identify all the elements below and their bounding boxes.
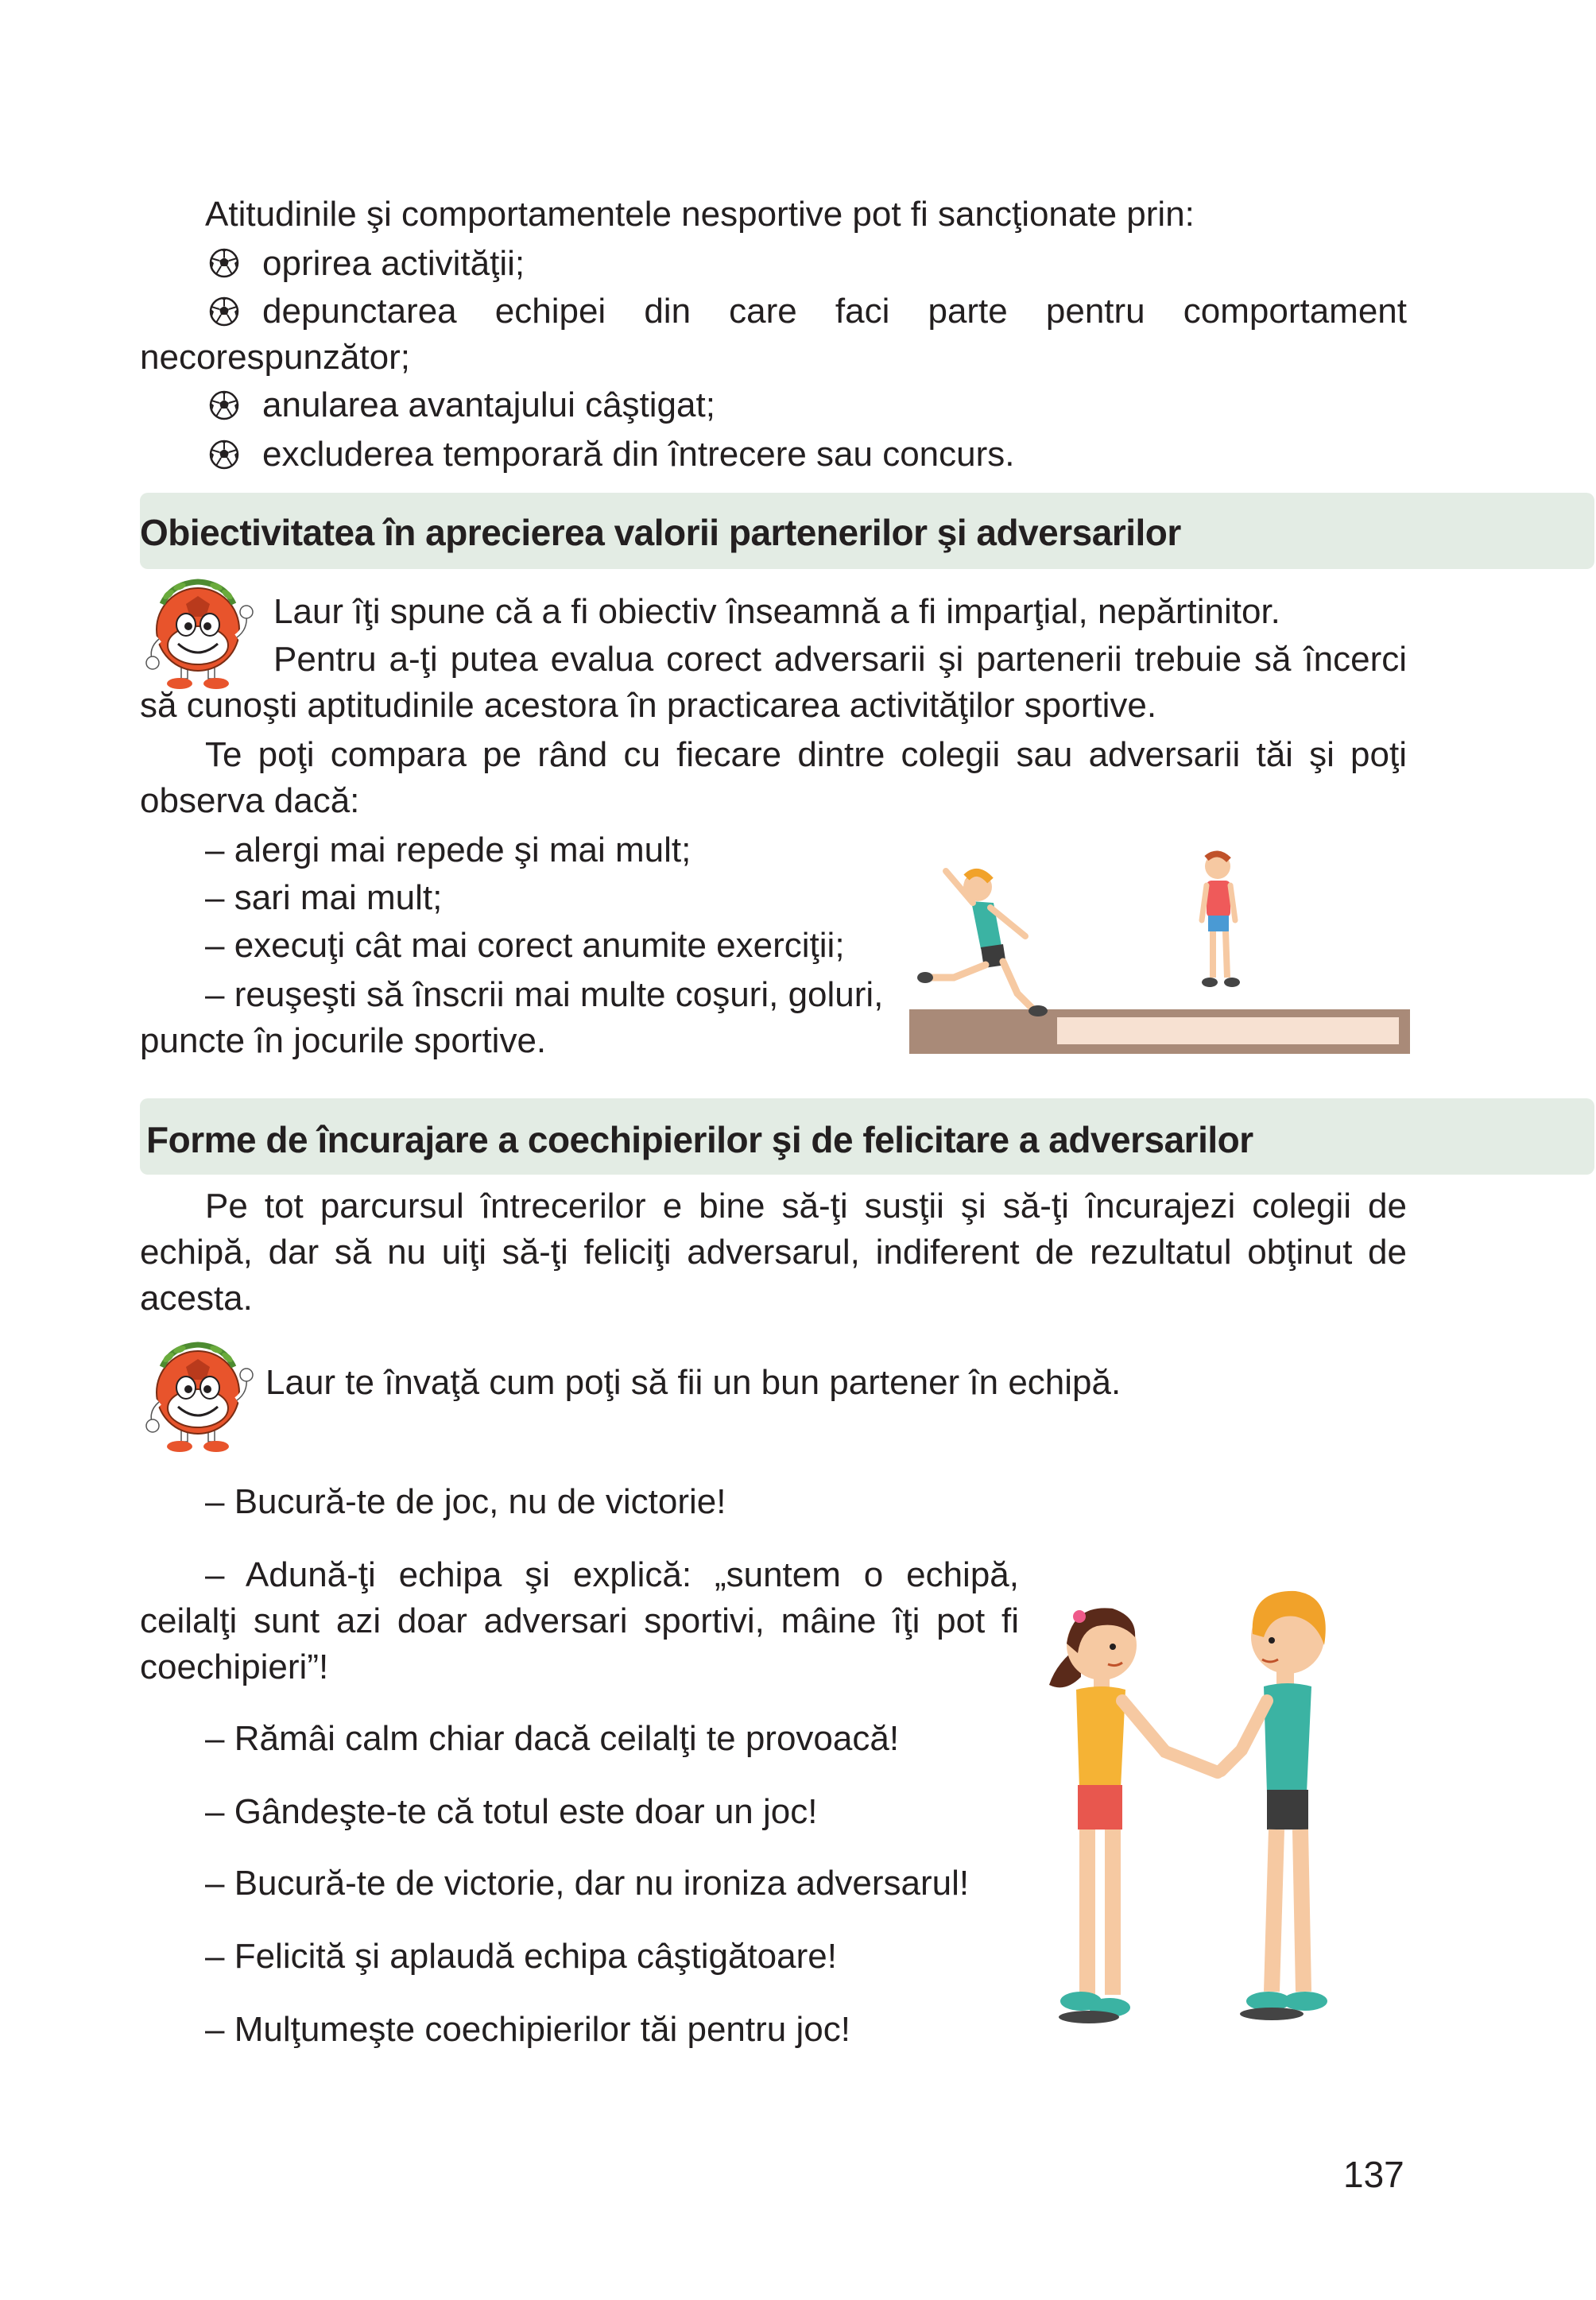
tip-item: – Gândeşte-te că totul este doar un joc! <box>205 1792 818 1831</box>
sanction-item-cont: necorespunzător; <box>140 338 410 377</box>
mascot-line: Laur te învaţă cum poţi să fii un bun partener în echipă. <box>265 1363 1121 1402</box>
page-number: 137 <box>1343 2154 1404 2195</box>
section-title-encouragement: Forme de încurajare a coechipierilor şi de felicitare a adversarilor <box>146 1119 1253 1160</box>
sanction-item: anularea avantajului câştigat; <box>262 385 715 424</box>
sanctions-intro: Atitudinile şi comportamentele nesportive pot fi sancţionate prin: <box>205 195 1195 234</box>
soccer-ball-icon <box>208 296 240 327</box>
list-item: – reuşeşti să înscrii mai multe coşuri, goluri, <box>205 975 884 1014</box>
handshake-illustration <box>1033 1582 1383 2050</box>
list-item: – sari mai mult; <box>205 878 443 917</box>
paragraph-line: să cunoşti aptitudinile acestora în practicarea activităţilor sportive. <box>140 686 1157 725</box>
mascot-line: Laur îţi spune că a fi obiectiv înseamnă a fi imparţial, nepărtinitor. <box>273 592 1280 631</box>
paragraph-line: Pentru a-ţi putea evalua corect adversarii şi partenerii trebuie să încerci <box>273 640 1407 679</box>
tip-item: – Mulţumeşte coechipierilor tăi pentru joc! <box>205 2010 850 2049</box>
laur-mascot-icon <box>137 1335 264 1454</box>
laur-mascot-icon <box>137 572 264 691</box>
paragraph-line: Te poţi compara pe rând cu fiecare dintre colegii sau adversarii tăi şi poţi <box>205 735 1407 774</box>
tip-item-cont: ceilalţi sunt azi doar adversari sportivi, mâine îţi pot fi <box>140 1601 1019 1640</box>
tip-item: – Adună-ţi echipa şi explică: „suntem o echipă, <box>205 1555 1019 1594</box>
list-item-cont: puncte în jocurile sportive. <box>140 1021 547 1060</box>
jumping-kid <box>917 871 1048 1016</box>
standing-kid <box>1202 854 1240 987</box>
soccer-ball-icon <box>208 439 240 470</box>
soccer-ball-icon <box>208 389 240 421</box>
sanction-item: depunctarea echipei din care faci parte pentru comportament <box>262 292 1407 331</box>
long-jump-illustration <box>906 842 1415 1057</box>
paragraph-line: echipă, dar să nu uiţi să-ţi feliciţi adversarul, indiferent de rezultatul obţinut de <box>140 1233 1407 1272</box>
paragraph-line: Pe tot parcursul întrecerilor e bine să-ţi susţii şi să-ţi încurajezi colegii de <box>205 1187 1407 1226</box>
paragraph-line: acesta. <box>140 1279 253 1318</box>
girl-figure <box>1049 1608 1218 2023</box>
tip-item: – Bucură-te de victorie, dar nu ironiza adversarul! <box>205 1864 970 1903</box>
tip-item: – Felicită şi aplaudă echipa câştigătoare! <box>205 1937 837 1976</box>
boy-figure <box>1221 1591 1327 2020</box>
tip-item: – Rămâi calm chiar dacă ceilalţi te provoacă! <box>205 1719 900 1758</box>
soccer-ball-icon <box>208 247 240 279</box>
section-title-objectivity: Obiectivitatea în aprecierea valorii partenerilor şi adversarilor <box>140 512 1181 553</box>
sanction-item: excluderea temporară din întrecere sau concurs. <box>262 435 1015 474</box>
list-item: – execuţi cât mai corect anumite exerciţii; <box>205 926 845 965</box>
tip-item-cont: coechipieri”! <box>140 1648 329 1686</box>
tip-item: – Bucură-te de joc, nu de victorie! <box>205 1482 726 1521</box>
paragraph-line: observa dacă: <box>140 781 360 820</box>
sanction-item: oprirea activităţii; <box>262 244 525 283</box>
list-item: – alergi mai repede şi mai mult; <box>205 831 691 869</box>
